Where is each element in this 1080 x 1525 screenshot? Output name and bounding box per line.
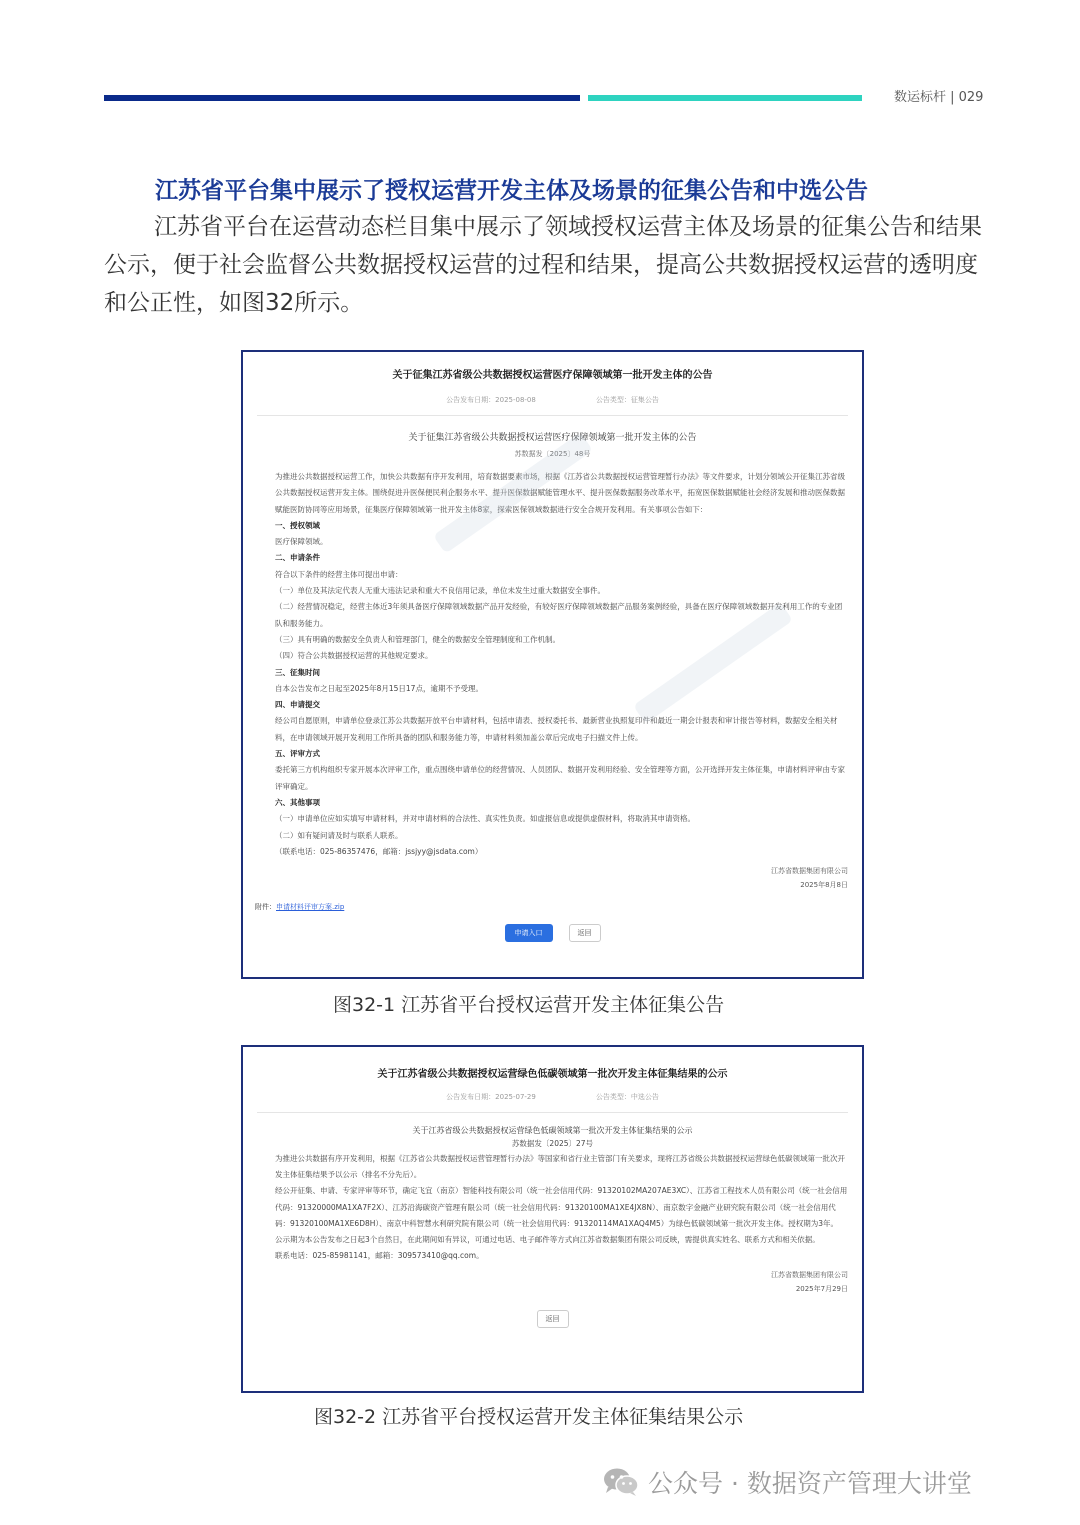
divider xyxy=(257,1112,848,1113)
figure-caption: 图32-2 江苏省平台授权运营开发主体征集结果公示 xyxy=(314,1406,744,1428)
publish-date: 公告发布日期：2025-08-08 xyxy=(446,396,536,404)
list-item: （四）符合公共数据授权运营的其他规定要求。 xyxy=(275,651,433,661)
contact-info: （联系电话：025-86357476，邮箱：jssjyy@jsdata.com） xyxy=(275,846,483,856)
list-item: （二）经营情况稳定，经营主体近3年须具备医疗保障领域数据产品开发经验，有较好医疗保障领域数据产品服务案例经验，具备在医疗保障领域数据开发利用工作的专业团队和服务能力。 xyxy=(275,602,843,628)
figure-caption: 图32-1 江苏省平台授权运营开发主体征集公告 xyxy=(333,994,725,1016)
notice-meta xyxy=(243,1092,862,1102)
signature-block xyxy=(243,864,848,892)
attachment xyxy=(255,902,862,912)
page-header-label: 数运标杆 | 029 xyxy=(894,90,984,105)
section-title: 江苏省平台集中展示了授权运营开发主体及场景的征集公告和中选公告 xyxy=(155,178,868,204)
document-title: 关于江苏省级公共数据授权运营绿色低碳领域第一批次开发主体征集结果的公示 xyxy=(412,1126,693,1135)
footer-text: 公众号 · 数据资产管理大讲堂 xyxy=(648,1469,972,1498)
header-bar-right xyxy=(588,95,862,101)
sign-org: 江苏省数据集团有限公司 xyxy=(771,1271,848,1280)
list-item: （三）具有明确的数据安全负责人和管理部门，健全的数据安全管理制度和工作机制。 xyxy=(275,634,560,644)
body-paragraph-text: 江苏省平台在运营动态栏目集中展示了领域授权运营主体及场景的征集公告和结果公示，便于社会监督公共数据授权运营的过程和结果，提高公共数据授权运营的透明度和公正性，如图32所示。 xyxy=(104,214,982,316)
list-item: （一）申请单位应如实填写申请材料，并对申请材料的合法性、真实性负责。如虚报信息或提供虚假材料，将取消其申请资格。 xyxy=(275,814,695,824)
back-button[interactable]: 返回 xyxy=(537,1310,569,1328)
section-heading: 五、评审方式 xyxy=(275,749,320,759)
body-paragraph xyxy=(104,208,984,322)
document-title: 关于征集江苏省级公共数据授权运营医疗保障领域第一批开发主体的公告 xyxy=(408,433,697,443)
attachment-label: 附件： xyxy=(255,903,276,912)
section-text: 医疗保障领域。 xyxy=(275,537,328,547)
section-heading: 一、授权领域 xyxy=(275,520,320,530)
notice-type: 公告类型：中选公告 xyxy=(595,1093,659,1101)
section-text: 自本公告发布之日起至2025年8月15日17点，逾期不予受理。 xyxy=(275,683,483,693)
figure-collection-notice xyxy=(241,350,864,979)
list-item: （一）单位及其法定代表人无重大违法记录和重大不良信用记录，单位未发生过重大数据安全事件。 xyxy=(275,586,605,596)
document-body xyxy=(255,1151,848,1264)
section-text: 委托第三方机构组织专家开展本次评审工作，重点围绕申请单位的经营情况、人员团队、数据开发利用经验、安全管理等方面，公开选择开发主体征集，申请材料评审由专家评审确定。 xyxy=(275,765,845,791)
button-row xyxy=(243,924,862,942)
section-heading: 二、申请条件 xyxy=(275,553,320,563)
document-number: 苏数据发〔2025〕48号 xyxy=(514,450,591,458)
publish-date: 公告发布日期：2025-07-29 xyxy=(446,1093,536,1101)
sign-date: 2025年8月8日 xyxy=(800,881,848,890)
wechat-icon xyxy=(602,1467,640,1497)
section-text: 经公司自愿原则，申请单位登录江苏公共数据开放平台申请材料，包括申请表、授权委托书、最新营业执照复印件和最近一期会计报表和审计报告等材料，数据安全相关材料，在申请领域开展开发利用工作所具备的团队和服务能力等，申请材料须加盖公章后完成电子扫描文件上传。 xyxy=(275,716,838,742)
header-bar-left xyxy=(104,95,580,101)
paragraph: 为推进公共数据有序开发利用，根据《江苏省公共数据授权运营管理暂行办法》等国家和省行业主管部门有关要求，现将江苏省级公共数据授权运营绿色低碳领域第一批次开发主体征集结果予以公示（排名不分先后）。 xyxy=(275,1154,845,1180)
notice-meta xyxy=(243,395,862,405)
apply-button[interactable]: 申请入口 xyxy=(505,924,553,942)
back-button[interactable]: 返回 xyxy=(569,924,601,942)
paragraph: 经公开征集、申请、专家评审等环节，确定飞宜（南京）智能科技有限公司（统一社会信用代码：91320102MA207AE3XC）、江苏省工程技术人员有限公司（统一社会信用代码：91320000MA1XA7F2X）、江苏沿海碳资产管理有限公司（统一社会信用代码：91320100MA1XE4JX8N）、南京数字金融产业研究院有限公司（统一社会信用代码：91320100MA1XE6D8H）、南京中科智慧水利研究院有限公司（统一社会信用代码：91320114MA1XAQ4M5）为绿色低碳领域第一批次开发主体。授权期为3年。 xyxy=(275,1186,848,1228)
document-number: 苏数据发〔2025〕27号 xyxy=(511,1139,594,1148)
list-item: （二）如有疑问请及时与联系人联系。 xyxy=(275,830,403,840)
paragraph: 公示期为本公告发布之日起3个自然日，在此期间如有异议，可通过电话、电子邮件等方式向江苏省数据集团有限公司反映，需提供真实姓名、联系方式和相关依据。 xyxy=(275,1235,820,1245)
divider xyxy=(257,415,848,416)
sign-date: 2025年7月29日 xyxy=(795,1285,848,1294)
section-text: 符合以下条件的经营主体可提出申请： xyxy=(275,569,403,579)
section-heading: 三、征集时间 xyxy=(275,667,320,677)
contact-info: 联系电话：025-85981141，邮箱：309573410@qq.com。 xyxy=(275,1251,484,1261)
section-heading: 六、其他事项 xyxy=(275,797,320,807)
notice-title: 关于江苏省级公共数据授权运营绿色低碳领域第一批次开发主体征集结果的公示 xyxy=(377,1069,728,1080)
document-intro: 为推进公共数据授权运营工作，加快公共数据有序开发利用，培育数据要素市场，根据《江苏省公共数据授权运营管理暂行办法》等文件要求，计划分领域公开征集江苏省级公共数据授权运营开发主体。围绕促进升医保便民利企服务水平、提升医保数据赋能管理水平、提升医保数据服务改革水平，拓宽医保数据赋能社会经济发展和推动医保数据赋能医防协同等应用场景，征集医疗保障领域第一批开发主体8家，探索医保领域数据进行安全合规开发利用。有关事项公告如下： xyxy=(275,472,845,514)
sign-org: 江苏省数据集团有限公司 xyxy=(771,867,848,876)
signature-block xyxy=(243,1268,848,1296)
notice-title: 关于征集江苏省级公共数据授权运营医疗保障领域第一批开发主体的公告 xyxy=(392,370,713,381)
attachment-link[interactable]: 申请材料评审方案.zip xyxy=(276,903,345,912)
figure-result-notice xyxy=(241,1045,864,1393)
section-heading: 四、申请提交 xyxy=(275,700,320,710)
footer-watermark xyxy=(602,1464,972,1500)
button-row xyxy=(243,1310,862,1328)
notice-type: 公告类型：征集公告 xyxy=(595,396,659,404)
document-body xyxy=(255,469,848,860)
